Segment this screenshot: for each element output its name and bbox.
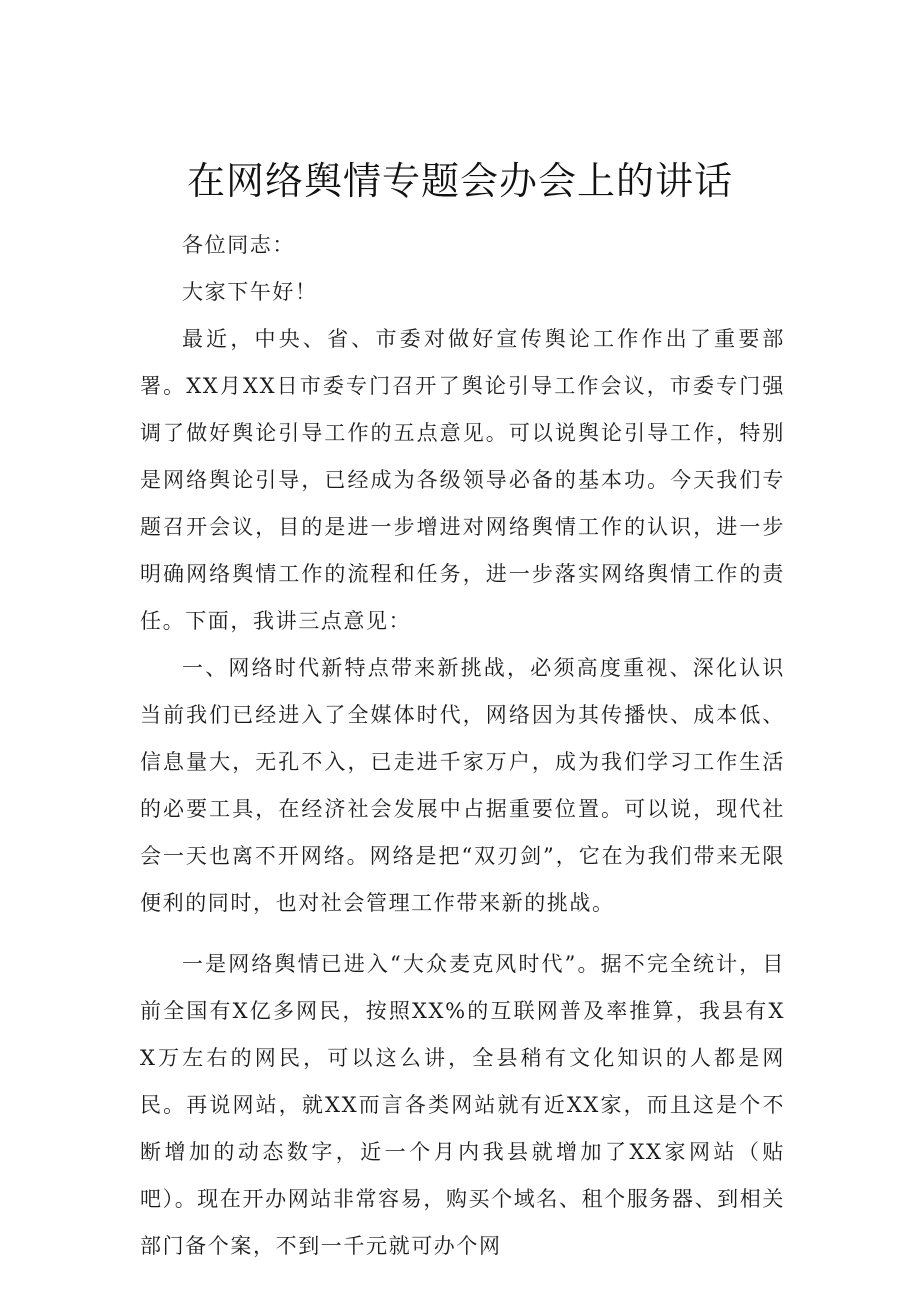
greeting: 大家下午好！: [182, 280, 318, 304]
document-title: 在网络舆情专题会办会上的讲话: [186, 159, 733, 203]
salutation: 各位同志：: [182, 233, 295, 257]
body-paragraph-point-one: 一是网络舆情已进入“大众麦克风时代”。据不完全统计，目前全国有X亿多网民，按照XX%的互联网普及率推算，我县有XX万左右的网民，可以这么讲，全县稍有文化知识的人都是网民。再说网站，就XX而言各类网站就有近XX家，而且这是个不断增加的动态数字，近一个月内我县就增加了XX家网站（贴吧）。现在开办网站非常容易，购买个域名、租个服务器、到相关部门备个案，不到一千元就可办个网: [140, 952, 785, 1258]
document-body: [140, 222, 785, 1270]
body-paragraph-intro: 最近，中央、省、市委对做好宣传舆论工作作出了重要部署。XX月XX日市委专门召开了舆论引导工作会议，市委专门强调了做好舆论引导工作的五点意见。可以说舆论引导工作，特别是网络舆论引导，已经成为各级领导必备的基本功。今天我们专题召开会议，目的是进一步增进对网络舆情工作的认识，进一步明确网络舆情工作的流程和任务，进一步落实网络舆情工作的责任。下面，我讲三点意见：: [140, 327, 785, 633]
body-paragraph-section-one: 一、网络时代新特点带来新挑战，必须高度重视、深化认识当前我们已经进入了全媒体时代，网络因为其传播快、成本低、信息量大，无孔不入，已走进千家万户，成为我们学习工作生活的必要工具，在经济社会发展中占据重要位置。可以说，现代社会一天也离不开网络。网络是把“双刃剑”，它在为我们带来无限便利的同时，也对社会管理工作带来新的挑战。: [140, 656, 785, 915]
